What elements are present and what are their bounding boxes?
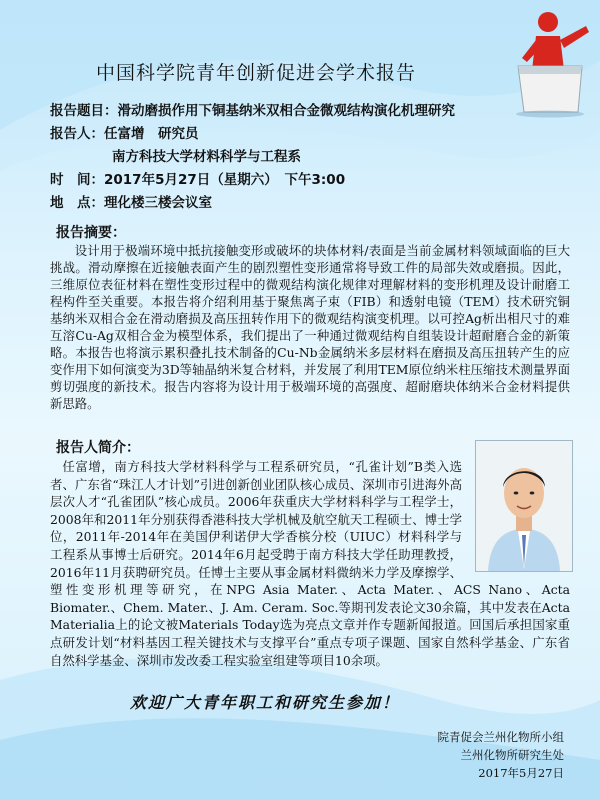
- bio-text: [50, 458, 570, 669]
- welcome-message: 欢迎广大青年职工和研究生参加！: [130, 693, 401, 712]
- place-value: 理化楼三楼会议室: [104, 195, 212, 211]
- speaker-label: 报告人：: [50, 126, 104, 142]
- time-label: 时 间：: [50, 172, 104, 188]
- topic-label: 报告题目：: [50, 103, 118, 119]
- talk-meta: [50, 100, 570, 215]
- sign-date: 2017年5月27日: [478, 766, 564, 780]
- affiliation-row: [50, 146, 570, 169]
- org-line-1: 院青促会兰州化物所小组: [437, 730, 564, 744]
- poster-title: 中国科学院青年创新促进会学术报告: [96, 62, 417, 84]
- abstract-text: 设计用于极端环境中抵抗接触变形或破坏的块体材料/表面是当前金属材料领域面临的巨大挑战。滑动摩擦在近接触表面产生的剧烈塑性变形通常将导致工件的局部失效或磨损。因此，三维原位表征材料在塑性变形过程中的微观结构演化规律对理解材料的变形机理及设计耐磨工程构件至关重要。本报告将介绍利用基于聚焦离子束（FIB）和透射电镜（TEM）技术研究铜基纳米双相合金在滑动磨损及高压扭转作用下的微观结构演变机理。以可控Ag析出相尺寸的难互溶Cu-Ag双相合金为模型体系，我们提出了一种通过微观结构自组装设计超耐磨合金的新策略。本报告也将演示累积叠扎技术制备的Cu-Nb金属纳米多层材料在磨损及高压扭转产生的应变作用下如何演变为3D等轴晶纳米复合材料，并发展了利用TEM原位纳米柱压缩技术测量界面剪切强度的新技术。报告内容将为设计用于极端环境的高强度、超耐磨块体纳米合金材料提供新思路。: [50, 243, 570, 411]
- photo-spacer: [462, 458, 570, 570]
- bio-paragraph: 任富增，南方科技大学材料科学与工程系研究员，“孔雀计划”B类入选者、广东省“珠江人才计划”引进创新创业团队核心成员、深圳市引进海外高层次人才“孔雀团队”核心成员。2006年获重庆大学材料科学与工程学士，2008年和2011年分别获得香港科技大学机械及航空航天工程硕士、博士学位，2011年-2014年在美国伊利诺伊大学香槟分校（UIUC）材料科学与工程系从事博士后研究。2014年6月起受聘于南方科技大学任助理教授，2016年11月获聘研究员。任博士主要从事金属材料微纳米力学及摩擦学、塑性变形机理等研究，在NPG Asia Mater.、Acta Mater.、ACS Nano、Acta Biomater.、Chem. Mater.、J. Am. Ceram. Soc.等期刊发表论文30余篇，其中发表在Acta Materialia上的论文被Materials Today选为亮点文章并作专题新闻报道。回国后承担国家重点研发计划“材料基因工程关键技术与支撑平台”重点专项子课题、国家自然科学基金、广东省自然科学基金、深圳市发改委工程实验室组建等项目10余项。: [50, 459, 570, 668]
- place-row: [50, 192, 570, 215]
- bio-heading: 报告人简介：: [56, 440, 140, 456]
- topic-row: [50, 100, 570, 123]
- signature-block: [438, 728, 565, 782]
- time-value: 2017年5月27日（星期六） 下午3:00: [104, 172, 346, 188]
- topic-value: 滑动磨损作用下铜基纳米双相合金微观结构演化机理研究: [117, 103, 455, 119]
- abstract-heading: 报告摘要：: [56, 225, 126, 241]
- speaker-value: 任富增 研究员: [104, 126, 199, 142]
- place-label: 地 点：: [50, 195, 104, 211]
- speaker-row: [50, 123, 570, 146]
- org-line-2: 兰州化物所研究生处: [460, 748, 564, 762]
- affiliation-value: 南方科技大学材料科学与工程系: [112, 149, 301, 165]
- time-row: [50, 169, 570, 192]
